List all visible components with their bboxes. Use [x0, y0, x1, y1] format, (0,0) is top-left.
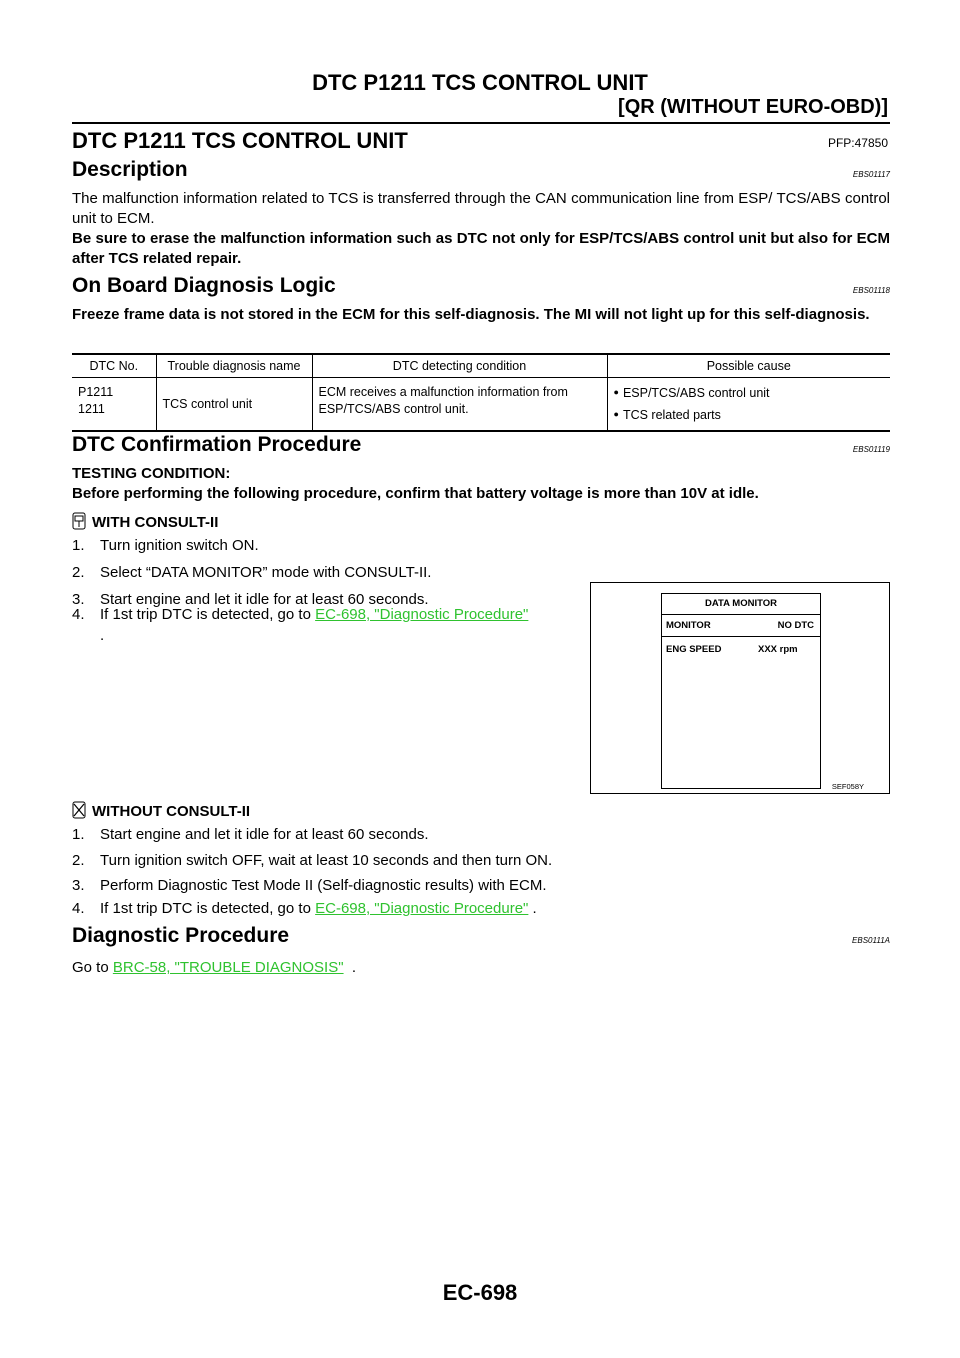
step-text: If 1st trip DTC is detected, go to — [100, 606, 311, 623]
description-text: The malfunction information related to TCS is transferred through the CAN communication line from ESP/ TCS/ABS control unit to ECM. — [72, 190, 890, 227]
step-text: If 1st trip DTC is detected, go to — [100, 900, 311, 917]
diagnostic-procedure-link[interactable]: EC-698, "Diagnostic Procedure" — [315, 900, 529, 917]
confirmation-code: EBS01119 — [852, 445, 890, 454]
figure-code: SEF058Y — [831, 782, 864, 791]
consult-screen — [661, 593, 821, 789]
description-bold-text: Be sure to erase the malfunction information such as DTC not only for ESP/TCS/ABS control unit but also for ECM after TCS related repair. — [72, 230, 890, 267]
without-consult-label: WITHOUT CONSULT-II — [92, 803, 251, 820]
dtc-number-alt: 1211 — [78, 402, 105, 416]
possible-cause-cell — [607, 378, 890, 432]
list-item: ● ESP/TCS/ABS control unit — [614, 384, 885, 402]
without-consult-step-4: 4. If 1st trip DTC is detected, go to EC-698, "Diagnostic Procedure" . — [72, 900, 537, 917]
dtc-number: P1211 — [78, 385, 114, 399]
table-header-detecting-condition: DTC detecting condition — [312, 354, 607, 378]
without-consult-label-row — [72, 801, 250, 825]
screen-col-monitor: MONITOR — [666, 620, 711, 631]
no-tool-icon — [72, 801, 86, 825]
without-consult-step-2: 2. Turn ignition switch OFF, wait at least 10 seconds and then turn ON. — [72, 852, 553, 869]
with-consult-label: WITH CONSULT-II — [92, 514, 219, 531]
diagnosis-name-cell: TCS control unit — [156, 378, 312, 432]
description-code: EBS01117 — [852, 170, 890, 179]
testing-condition-label: TESTING CONDITION: — [72, 465, 231, 482]
page-number: EC-698 — [442, 1280, 518, 1305]
obd-logic-code: EBS01118 — [852, 286, 890, 295]
screen-title: DATA MONITOR — [662, 594, 820, 615]
table-header-possible-cause: Possible cause — [607, 354, 890, 378]
confirmation-heading: DTC Confirmation Procedure — [72, 433, 362, 456]
pfp-code: PFP:47850 — [827, 136, 888, 150]
detecting-condition-cell: ECM receives a malfunction information from ESP/TCS/ABS control unit. — [312, 378, 607, 432]
diag-procedure-text: Go to — [72, 959, 109, 976]
testing-condition-text: Before performing the following procedure, confirm that battery voltage is more than 10V at idle. — [72, 485, 759, 502]
dtc-table — [72, 353, 890, 432]
table-header-diagnosis-name: Trouble diagnosis name — [156, 354, 312, 378]
trouble-diagnosis-link[interactable]: BRC-58, "TROUBLE DIAGNOSIS" — [112, 959, 344, 976]
without-consult-step-3: 3. Perform Diagnostic Test Mode II (Self-diagnostic results) with ECM. — [72, 877, 547, 894]
obd-logic-heading: On Board Diagnosis Logic — [72, 274, 336, 297]
obd-logic-text: Freeze frame data is not stored in the ECM for this self-diagnosis. The MI will not light up for this self-diagnosis. — [72, 306, 870, 323]
header-rule — [72, 122, 890, 124]
screen-header — [662, 615, 820, 637]
page-header-title: DTC P1211 TCS CONTROL UNIT — [312, 70, 648, 95]
diag-procedure-code: EBS0111A — [852, 936, 890, 945]
step-tail: . — [532, 900, 537, 917]
page-header-subtitle: [QR (WITHOUT EURO-OBD)] — [618, 96, 888, 118]
data-monitor-figure — [590, 582, 890, 794]
step-text: Select “DATA MONITOR” mode with CONSULT-II. — [100, 564, 432, 581]
screen-row-label: ENG SPEED — [666, 644, 722, 655]
with-consult-step-1: 1. Turn ignition switch ON. — [72, 537, 259, 554]
section-title: DTC P1211 TCS CONTROL UNIT — [72, 128, 408, 153]
step-text: Turn ignition switch OFF, wait at least 10 seconds and then turn ON. — [100, 852, 553, 869]
step-text: Turn ignition switch ON. — [100, 537, 259, 554]
with-consult-step-3: 3. Start engine and let it idle for at least 60 seconds. — [72, 591, 429, 608]
screen-row-value: XXX rpm — [758, 644, 798, 655]
list-item: ● TCS related parts — [614, 406, 885, 424]
dtc-number-cell — [72, 378, 156, 432]
description-heading: Description — [72, 158, 188, 181]
screen-col-no-dtc: NO DTC — [777, 620, 814, 631]
step-text: Start engine and let it idle for at least 60 seconds. — [100, 591, 429, 608]
with-consult-label-row — [72, 512, 218, 536]
without-consult-step-1: 1. Start engine and let it idle for at least 60 seconds. — [72, 826, 429, 843]
diag-procedure-heading: Diagnostic Procedure — [72, 924, 290, 947]
step-text: Start engine and let it idle for at least 60 seconds. — [100, 826, 429, 843]
with-consult-step-4-tail: . — [100, 627, 105, 644]
with-consult-step-4: 4. If 1st trip DTC is detected, go to EC-698, "Diagnostic Procedure" — [72, 606, 529, 623]
consult-tool-icon — [72, 512, 86, 536]
table-row — [72, 378, 890, 432]
with-consult-step-2: 2. Select “DATA MONITOR” mode with CONSULT-II. — [72, 564, 432, 581]
diag-procedure-tail: . — [351, 959, 357, 976]
diag-procedure-text-row — [72, 958, 356, 978]
dtc-table-header-row — [72, 354, 890, 378]
step-text: Perform Diagnostic Test Mode II (Self-diagnostic results) with ECM. — [100, 877, 547, 894]
diagnostic-procedure-link[interactable]: EC-698, "Diagnostic Procedure" — [315, 606, 529, 623]
table-header-dtc-no: DTC No. — [72, 354, 156, 378]
